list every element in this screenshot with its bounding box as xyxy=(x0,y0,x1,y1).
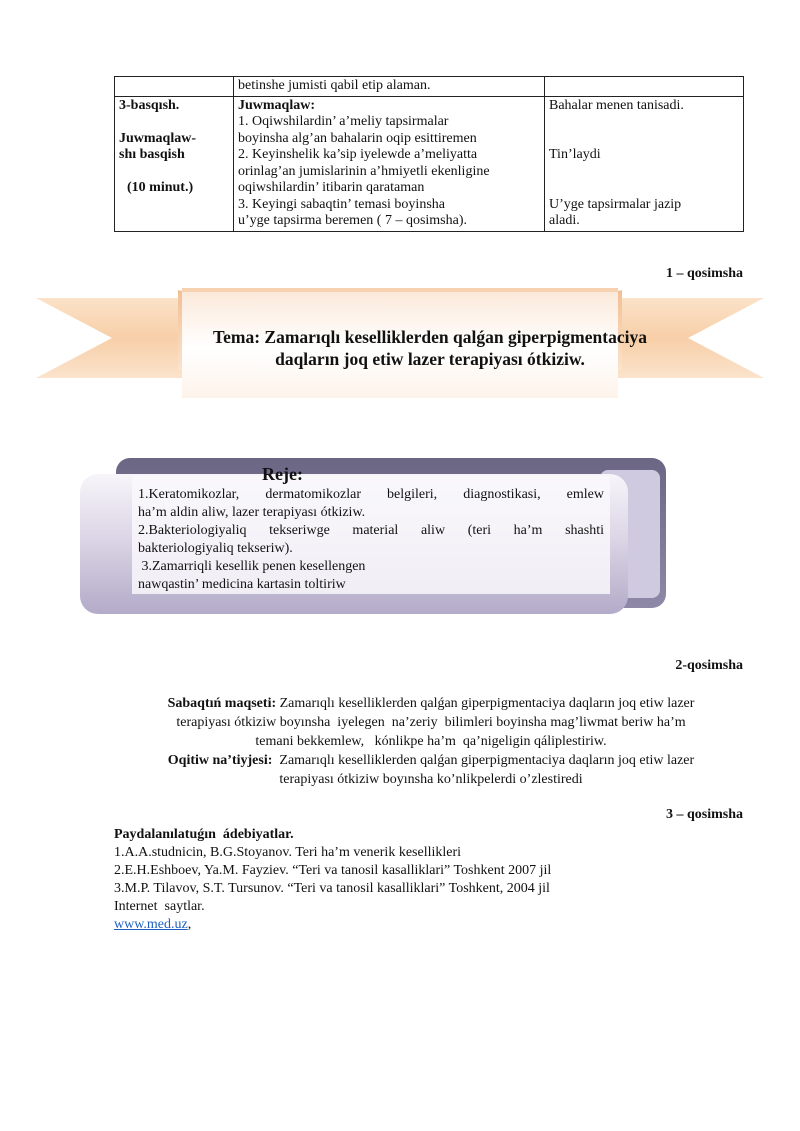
plan-line: 1.Keratomikozlar, dermatomikozlar belgileri, diagnostikasi, emlew xyxy=(138,487,604,502)
appendix-label: 2-qosimsha xyxy=(675,658,743,673)
topic-line1: Tema: Zamarıqlı keselliklerden qalǵan giperpigmentaciya xyxy=(213,327,647,347)
student-line: Bahalar menen tanisadi. xyxy=(549,97,684,113)
table-cell-student xyxy=(545,96,744,231)
student-line: U’yge tapsirmalar jazip xyxy=(549,196,682,212)
goal-text: Zamarıqlı keselliklerden qalǵan giperpigmentaciya daqların joq etiw lazer xyxy=(276,696,695,711)
lesson-goals xyxy=(116,694,746,789)
table-cell-teacher xyxy=(234,77,545,97)
plan-line: 3.Zamarriqli kesellik penen kesellengen xyxy=(138,559,366,574)
plan-title: Reje: xyxy=(262,464,303,484)
link-suffix: , xyxy=(187,917,192,932)
lesson-topic xyxy=(180,326,680,370)
plan-line: 2.Bakteriologiyaliq tekseriwge material aliw (teri ha’m shashti xyxy=(138,523,604,538)
teacher-line: u’yge tapsirma beremen ( 7 – qosimsha). xyxy=(238,213,467,228)
reference-item: 1.A.A.studnicin, B.G.Stoyanov. Teri ha’m venerik kesellikleri xyxy=(114,845,462,860)
plan-line: nawqastin’ medicina kartasin toltiriw xyxy=(138,577,346,592)
goal-label: Sabaqtıń maqseti: xyxy=(167,696,277,711)
table-row xyxy=(115,96,744,231)
plan-line: ha’m aldin aliw, lazer terapiyası ótkiziw. xyxy=(138,505,366,520)
topic-line2: daqların joq etiw lazer terapiyası ótkiziw. xyxy=(275,349,585,369)
reference-item: 3.M.P. Tilavov, S.T. Tursunov. “Teri va tanosil kasalliklari” Toshkent, 2004 jil xyxy=(114,881,550,896)
references-title: Paydalanılatuǵın ádebiyatlar. xyxy=(114,827,294,842)
plan-text xyxy=(138,486,604,594)
table-cell-stage xyxy=(115,77,234,97)
teacher-line: orinlag’an jumislarinin a’hmiyetli ekenligine xyxy=(238,163,490,179)
stage-number: 3-basqısh. xyxy=(119,97,180,113)
cell-text: betinshe jumisti qabil etip alaman. xyxy=(238,78,431,93)
stage-duration: (10 minut.) xyxy=(127,180,194,195)
reference-item: 2.E.H.Eshboev, Ya.M. Fayziev. “Teri va tanosil kasalliklari” Toshkent 2007 jil xyxy=(114,863,552,878)
website-link[interactable]: www.med.uz xyxy=(114,917,188,932)
table-row xyxy=(115,77,744,97)
teacher-line: 2. Keyinshelik ka’sip iyelewde a’meliyatta xyxy=(238,147,478,162)
student-line: Tin’laydi xyxy=(549,147,601,162)
table-cell-student xyxy=(545,77,744,97)
teacher-heading: Juwmaqlaw: xyxy=(238,97,316,113)
lesson-table xyxy=(114,76,744,232)
appendix-label: 1 – qosimsha xyxy=(665,266,743,281)
teacher-line: boyinsha alg’an bahalarin oqip esittiremen xyxy=(238,130,477,146)
stage-name-line2: shı basqish xyxy=(119,147,185,162)
teacher-line: 1. Oqiwshilardin’ a’meliy tapsirmalar xyxy=(238,114,449,129)
table-cell-teacher xyxy=(234,96,545,231)
references xyxy=(114,826,754,934)
goal-text: terapiyası ótkiziw boyınsha iyelegen na’zeriy bilimleri boyinsha mag’liwmat beriw ha’m xyxy=(176,715,686,730)
teacher-line: 3. Keyingi sabaqtin’ temasi boyinsha xyxy=(238,196,445,212)
stage-name-line1: Juwmaqlaw- xyxy=(119,130,197,146)
outcome-text: Zamarıqlı keselliklerden qalǵan giperpigmentaciya daqların joq etiw lazer xyxy=(272,753,695,768)
appendix-label: 3 – qosimsha xyxy=(665,807,743,822)
student-line: aladi. xyxy=(549,213,580,228)
reference-item: Internet saytlar. xyxy=(114,899,205,914)
outcome-text: terapiyası ótkiziw boyınsha ko’nlikpelerdi o’zlestiredi xyxy=(279,772,583,787)
goal-text: temani bekkemlew, kónlikpe ha’m qa’nigeligin qáliplestiriw. xyxy=(255,734,607,749)
outcome-label: Oqitiw na’tiyjesi: xyxy=(167,753,273,768)
teacher-line: oqiwshilardin’ itibarin qarataman xyxy=(238,180,425,195)
table-cell-stage xyxy=(115,96,234,231)
plan-line: bakteriologiyaliq tekseriw). xyxy=(138,541,293,556)
